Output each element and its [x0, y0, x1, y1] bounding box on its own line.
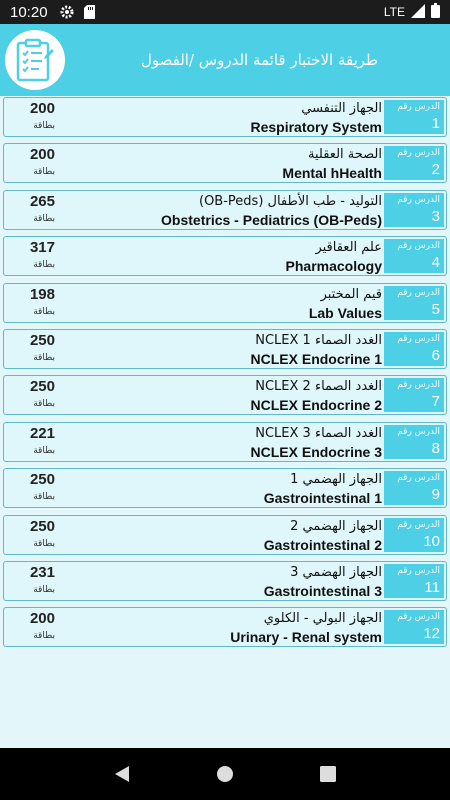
- lesson-number-badge: [384, 332, 444, 366]
- lesson-title-arabic: علم العقاقير: [315, 240, 382, 256]
- lesson-number-label: الدرس رقم: [397, 565, 440, 576]
- card-count-value: 200: [29, 146, 55, 164]
- lesson-number-label: الدرس رقم: [397, 473, 440, 484]
- lesson-title-english: Gastrointestinal 3: [263, 582, 382, 599]
- lesson-title-english: NCLEX Endocrine 3: [250, 443, 382, 460]
- recents-icon[interactable]: [308, 754, 348, 794]
- lesson-number-label: الدرس رقم: [397, 241, 440, 252]
- card-count-value: 221: [29, 424, 55, 442]
- card-count-value: 231: [29, 563, 55, 581]
- lesson-title-english: Gastrointestinal 1: [263, 490, 382, 507]
- card-count-value: 250: [29, 378, 55, 396]
- lesson-titles: [230, 610, 382, 646]
- card-count-label: بطاقة: [33, 631, 55, 642]
- lesson-number: 6: [431, 346, 440, 364]
- lesson-row[interactable]: [3, 422, 447, 462]
- card-count: [7, 193, 55, 227]
- lesson-row[interactable]: [3, 97, 447, 137]
- lesson-titles: [264, 471, 382, 507]
- card-count: [7, 378, 55, 412]
- lesson-number-badge: [384, 425, 444, 459]
- lesson-title-arabic: الغدد الصماء NCLEX 3: [255, 425, 382, 441]
- lesson-row[interactable]: [3, 468, 447, 508]
- lesson-number-label: الدرس رقم: [397, 148, 440, 159]
- lesson-number: 7: [431, 393, 440, 411]
- lesson-number: 3: [431, 207, 440, 225]
- gear-icon: [60, 5, 74, 19]
- lesson-number-label: الدرس رقم: [397, 287, 440, 298]
- card-count-label: بطاقة: [33, 213, 55, 224]
- lesson-number-label: الدرس رقم: [397, 194, 440, 205]
- card-count: [7, 471, 55, 505]
- lesson-titles: [309, 286, 382, 322]
- card-count: [7, 610, 55, 644]
- lesson-row[interactable]: [3, 283, 447, 323]
- lesson-row[interactable]: [3, 561, 447, 601]
- lesson-number: 11: [424, 578, 440, 596]
- lesson-title-english: Gastrointestinal 2: [263, 536, 382, 553]
- home-icon[interactable]: [205, 754, 245, 794]
- lesson-title-english: Obstetrics - Pediatrics (OB-Peds): [161, 211, 382, 228]
- lesson-row[interactable]: [3, 190, 447, 230]
- card-count: [7, 564, 55, 598]
- lesson-row[interactable]: [3, 236, 447, 276]
- lesson-title-arabic: قيم المختبر: [320, 286, 382, 302]
- card-count: [7, 425, 55, 459]
- card-count: [7, 286, 55, 320]
- card-count-value: 250: [29, 471, 55, 489]
- card-count: [7, 332, 55, 366]
- lesson-title-arabic: الجهاز الهضمي 1: [290, 472, 382, 488]
- lesson-row[interactable]: [3, 515, 447, 555]
- lesson-titles: [250, 100, 382, 136]
- card-count-label: بطاقة: [33, 260, 55, 271]
- lesson-titles: [251, 425, 382, 461]
- lesson-number-badge: [384, 378, 444, 412]
- lesson-titles: [161, 193, 382, 229]
- card-count: [7, 100, 55, 134]
- lesson-titles: [251, 378, 382, 414]
- lesson-number: 9: [431, 486, 440, 504]
- lesson-row[interactable]: [3, 375, 447, 415]
- card-count-value: 317: [29, 239, 55, 257]
- lesson-number-label: الدرس رقم: [397, 612, 440, 623]
- lesson-row[interactable]: [3, 143, 447, 183]
- lesson-number-badge: [384, 239, 444, 273]
- lesson-list: [3, 97, 447, 654]
- sd-card-icon: [84, 5, 95, 19]
- lesson-number-badge: [384, 100, 444, 134]
- lesson-title-english: Urinary - Renal system: [230, 629, 382, 646]
- lesson-number-label: الدرس رقم: [397, 380, 440, 391]
- lesson-titles: [251, 332, 382, 368]
- card-count: [7, 239, 55, 273]
- card-count-label: بطاقة: [33, 538, 55, 549]
- lesson-title-arabic: التوليد - طب الأطفال (OB-Peds): [198, 193, 382, 209]
- lesson-title-arabic: الغدد الصماء NCLEX 2: [255, 379, 382, 395]
- lesson-number-badge: [384, 610, 444, 644]
- network-type: LTE: [383, 5, 405, 19]
- navigation-bar: [0, 748, 450, 800]
- card-count-value: 250: [29, 331, 55, 349]
- card-count-label: بطاقة: [33, 121, 55, 131]
- lesson-title-english: Mental hHealth: [282, 165, 382, 182]
- lesson-number-badge: [384, 286, 444, 320]
- lesson-number: 1: [431, 115, 440, 132]
- page-title: طريقة الاختبار قائمة الدروس /الفصول: [140, 51, 378, 69]
- card-count-label: بطاقة: [33, 584, 55, 595]
- card-count-label: بطاقة: [33, 352, 55, 363]
- lesson-number: 5: [431, 300, 440, 318]
- status-time: 10:20: [10, 3, 48, 21]
- lesson-title-english: Lab Values: [308, 304, 382, 321]
- lesson-title-english: Respiratory System: [250, 119, 382, 135]
- card-count-value: 198: [29, 285, 55, 303]
- card-count-value: 265: [29, 192, 55, 210]
- card-count-value: 200: [29, 610, 55, 628]
- clipboard-checklist-icon: [5, 30, 65, 90]
- lesson-title-english: Pharmacology: [285, 258, 382, 275]
- lesson-number-label: الدرس رقم: [397, 333, 440, 344]
- card-count-label: بطاقة: [33, 167, 55, 178]
- card-count-label: بطاقة: [33, 492, 55, 503]
- lesson-number: 2: [431, 161, 440, 179]
- lesson-title-arabic: الجهاز البولي - الكلوي: [263, 611, 382, 627]
- battery-icon: [431, 3, 440, 21]
- lesson-titles: [264, 564, 382, 600]
- lesson-number: 12: [423, 625, 440, 643]
- status-bar: [0, 0, 450, 24]
- card-count-value: 200: [29, 100, 55, 117]
- lesson-title-arabic: الجهاز الهضمي 2: [290, 518, 382, 534]
- lesson-number-label: الدرس رقم: [397, 426, 440, 437]
- card-count: [7, 518, 55, 552]
- lesson-number-badge: [384, 146, 444, 180]
- card-count-value: 250: [29, 517, 55, 535]
- app-header: [0, 24, 450, 96]
- lesson-title-arabic: الصحة العقلية: [308, 147, 382, 163]
- lesson-number: 8: [431, 439, 440, 457]
- lesson-title-english: NCLEX Endocrine 1: [250, 350, 382, 367]
- lesson-titles: [282, 146, 382, 182]
- card-count: [7, 146, 55, 180]
- lesson-number-badge: [384, 564, 444, 598]
- lesson-row[interactable]: [3, 607, 447, 647]
- lesson-number-label: الدرس رقم: [397, 102, 440, 112]
- lesson-title-arabic: الجهاز الهضمي 3: [290, 564, 382, 580]
- signal-icon: [411, 4, 425, 21]
- lesson-number: 4: [431, 254, 440, 272]
- back-icon[interactable]: [102, 754, 142, 794]
- lesson-title-arabic: الجهاز التنفسي: [301, 101, 382, 116]
- lesson-number: 10: [423, 532, 440, 550]
- lesson-number-badge: [384, 518, 444, 552]
- card-count-label: بطاقة: [33, 445, 55, 456]
- lesson-number-badge: [384, 471, 444, 505]
- lesson-title-english: NCLEX Endocrine 2: [250, 397, 382, 414]
- lesson-row[interactable]: [3, 329, 447, 369]
- lesson-number-badge: [384, 193, 444, 227]
- lesson-titles: [264, 518, 382, 554]
- card-count-label: بطاقة: [33, 306, 55, 317]
- lesson-title-arabic: الغدد الصماء NCLEX 1: [255, 332, 382, 348]
- lesson-number-label: الدرس رقم: [397, 519, 440, 530]
- card-count-label: بطاقة: [33, 399, 55, 410]
- lesson-titles: [286, 239, 382, 275]
